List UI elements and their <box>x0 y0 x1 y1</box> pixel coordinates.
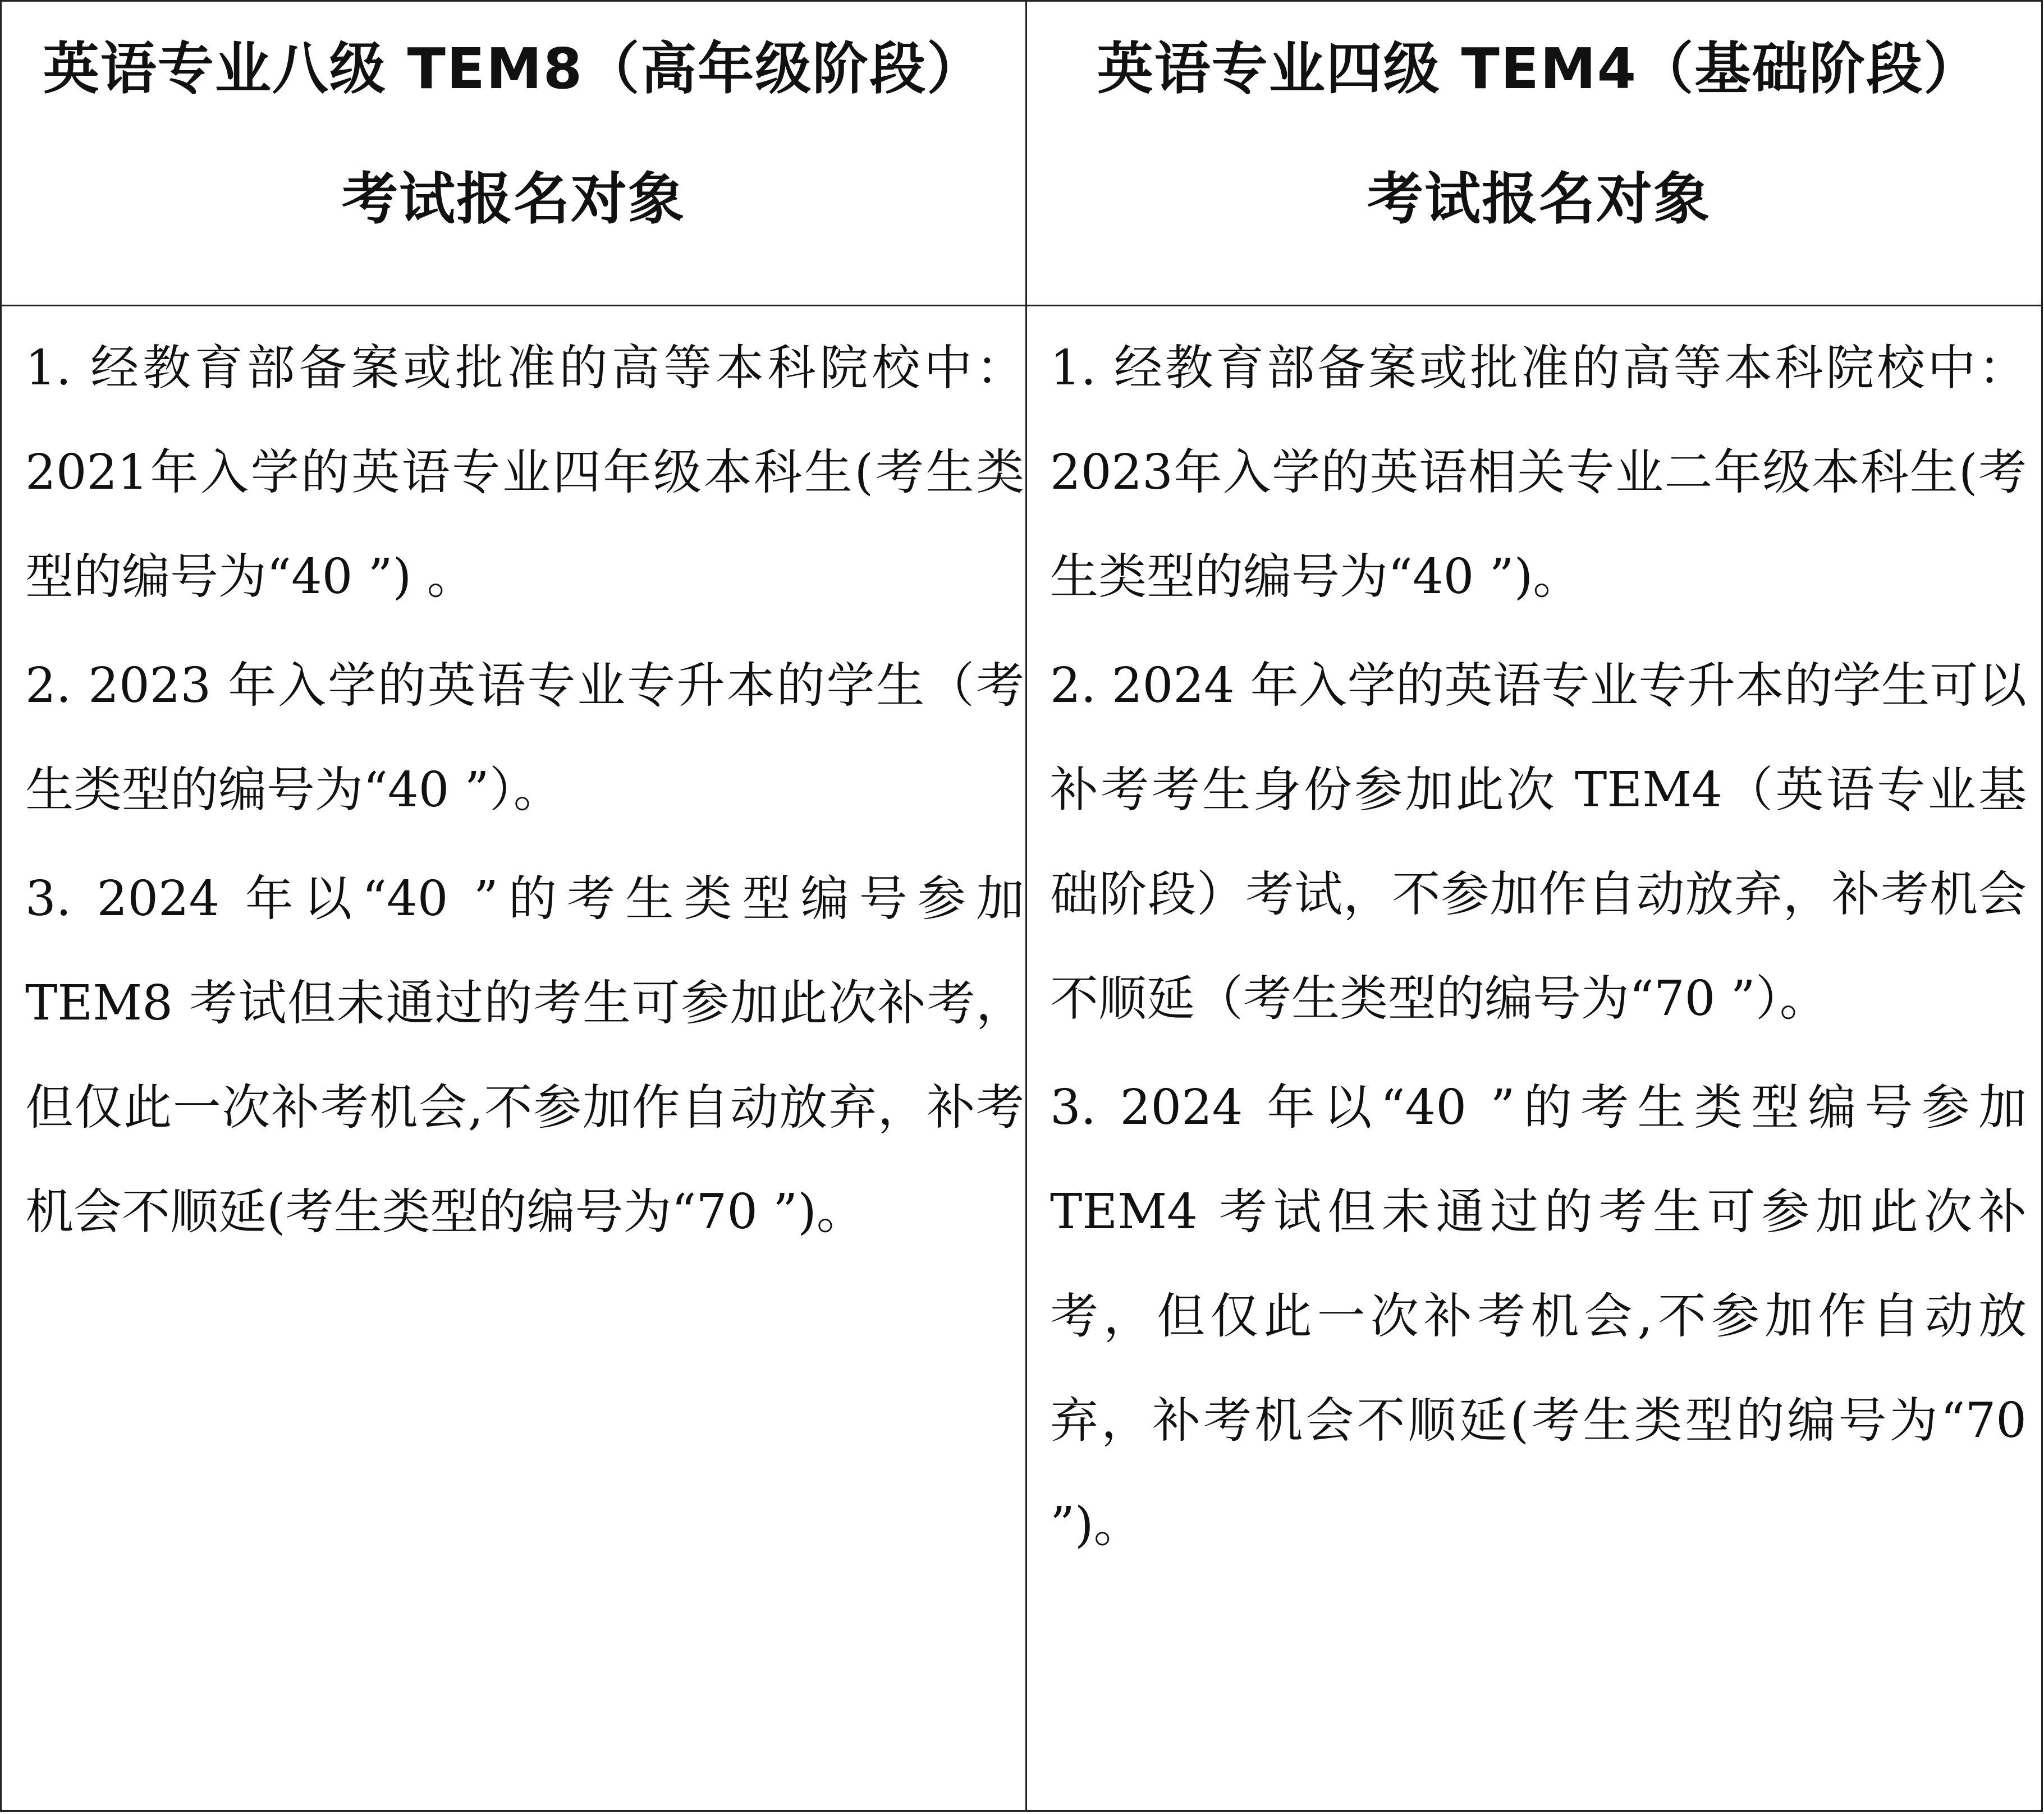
tem8-eligibility-list <box>25 316 1024 1269</box>
header-divider <box>2 305 2041 306</box>
tem8-item-1: 1. 经教育部备案或批准的高等本科院校中：2021年入学的英语专业四年级本科生(考生类型的编号为“40 ”) 。 <box>25 340 1024 605</box>
tem8-item-3: 3. 2024 年以“40 ”的考生类型编号参加TEM8 考试但未通过的考生可参加此次补考，但仅此一次补考机会,不参加作自动放弃，补考机会不顺延(考生类型的编号为“70 ”)。 <box>25 871 1024 1240</box>
tem4-item-2: 2. 2024 年入学的英语专业专升本的学生可以补考考生身份参加此次 TEM4（英语专业基础阶段）考试，不参加作自动放弃，补考机会不顺延（考生类型的编号为“70 ”）。 <box>1050 658 2027 1027</box>
tem4-header-title: 英语专业四级 TEM4（基础阶段） <box>1097 36 1981 102</box>
tem8-header-title: 英语专业八级 TEM8（高年级阶段） <box>43 36 984 102</box>
tem4-item-3: 3. 2024 年以“40 ”的考生类型编号参加TEM4 考试但未通过的考生可参加此次补考，但仅此一次补考机会,不参加作自动放弃，补考机会不顺延(考生类型的编号为“70 ”)。 <box>1050 1080 2027 1553</box>
tem4-eligibility-list <box>1050 316 2027 1582</box>
tem4-item-1: 1. 经教育部备案或批准的高等本科院校中：2023年入学的英语相关专业二年级本科生(考生类型的编号为“40 ”)。 <box>1050 340 2027 605</box>
tem4-header <box>1027 2 2044 305</box>
tem8-item-2: 2. 2023 年入学的英语专业专升本的学生（考生类型的编号为“40 ”）。 <box>25 658 1024 818</box>
tem8-header <box>2 2 1025 305</box>
tem8-header-subtitle: 考试报名对象 <box>342 166 685 232</box>
tem4-header-subtitle: 考试报名对象 <box>1367 166 1711 232</box>
